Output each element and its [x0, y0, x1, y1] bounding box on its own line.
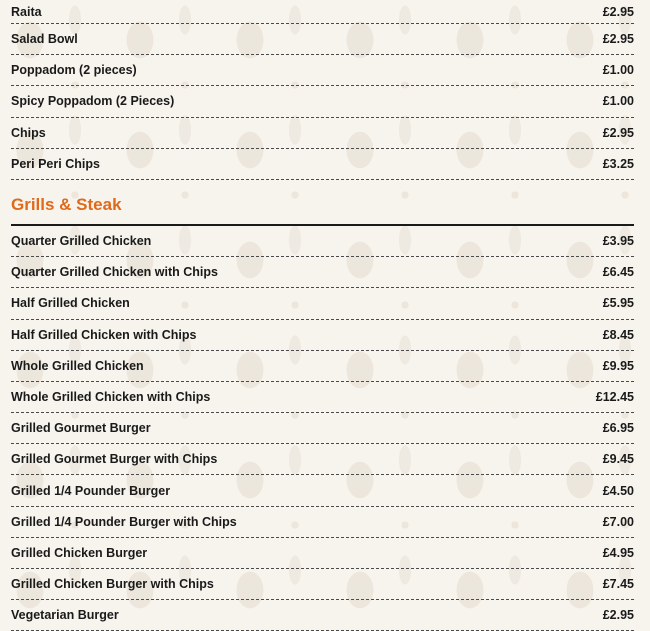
- item-price: £8.45: [602, 327, 634, 342]
- menu-item: [11, 475, 634, 506]
- menu-item: [11, 24, 634, 55]
- item-name: Peri Peri Chips: [11, 156, 100, 171]
- menu-item: [11, 55, 634, 86]
- menu-item: [11, 538, 634, 569]
- menu-item: [11, 226, 634, 257]
- item-name: Grilled Chicken Burger: [11, 545, 148, 560]
- item-price: £2.95: [602, 32, 634, 47]
- menu-item: [11, 413, 634, 444]
- item-name: Chips: [11, 125, 46, 140]
- menu-item: [11, 257, 634, 288]
- item-name: Grilled Gourmet Burger with Chips: [11, 452, 218, 467]
- menu-item: [11, 382, 634, 413]
- item-price: £5.95: [602, 296, 634, 311]
- menu-item: [11, 0, 634, 24]
- menu-item: [11, 86, 634, 117]
- grills-section: [11, 226, 634, 631]
- menu-item: [11, 600, 634, 631]
- item-price: £1.00: [602, 63, 634, 78]
- item-name: Salad Bowl: [11, 32, 78, 47]
- item-name: Spicy Poppadom (2 Pieces): [11, 94, 175, 109]
- menu-item: [11, 320, 634, 351]
- menu-item: [11, 351, 634, 382]
- menu-item: [11, 507, 634, 538]
- item-name: Quarter Grilled Chicken: [11, 234, 152, 249]
- item-price: £1.00: [602, 94, 634, 109]
- item-name: Poppadom (2 pieces): [11, 63, 137, 78]
- item-price: £2.95: [602, 125, 634, 140]
- item-price: £3.25: [602, 156, 634, 171]
- item-price: £4.50: [602, 483, 634, 498]
- item-name: Grilled 1/4 Pounder Burger with Chips: [11, 514, 237, 529]
- sides-section: [11, 0, 634, 180]
- menu-item: [11, 569, 634, 600]
- item-name: Vegetarian Burger: [11, 608, 119, 623]
- item-name: Whole Grilled Chicken: [11, 358, 144, 373]
- item-name: Grilled Chicken Burger with Chips: [11, 577, 214, 592]
- item-name: Whole Grilled Chicken with Chips: [11, 389, 211, 404]
- item-price: £2.95: [602, 608, 634, 623]
- item-price: £6.45: [602, 265, 634, 280]
- menu-item: [11, 149, 634, 180]
- item-price: £12.45: [595, 389, 634, 404]
- item-name: Raita: [11, 4, 42, 19]
- item-price: £6.95: [602, 421, 634, 436]
- section-title-grills: Grills & Steak: [11, 180, 634, 226]
- item-name: Half Grilled Chicken: [11, 296, 130, 311]
- menu-item: [11, 444, 634, 475]
- item-price: £7.45: [602, 577, 634, 592]
- item-price: £2.95: [602, 4, 634, 19]
- item-price: £3.95: [602, 234, 634, 249]
- item-price: £7.00: [602, 514, 634, 529]
- item-name: Half Grilled Chicken with Chips: [11, 327, 197, 342]
- menu-item: [11, 288, 634, 319]
- item-name: Grilled 1/4 Pounder Burger: [11, 483, 171, 498]
- item-price: £9.45: [602, 452, 634, 467]
- menu: [11, 0, 634, 631]
- item-name: Grilled Gourmet Burger: [11, 421, 151, 436]
- menu-item: [11, 118, 634, 149]
- item-price: £9.95: [602, 358, 634, 373]
- item-price: £4.95: [602, 545, 634, 560]
- item-name: Quarter Grilled Chicken with Chips: [11, 265, 218, 280]
